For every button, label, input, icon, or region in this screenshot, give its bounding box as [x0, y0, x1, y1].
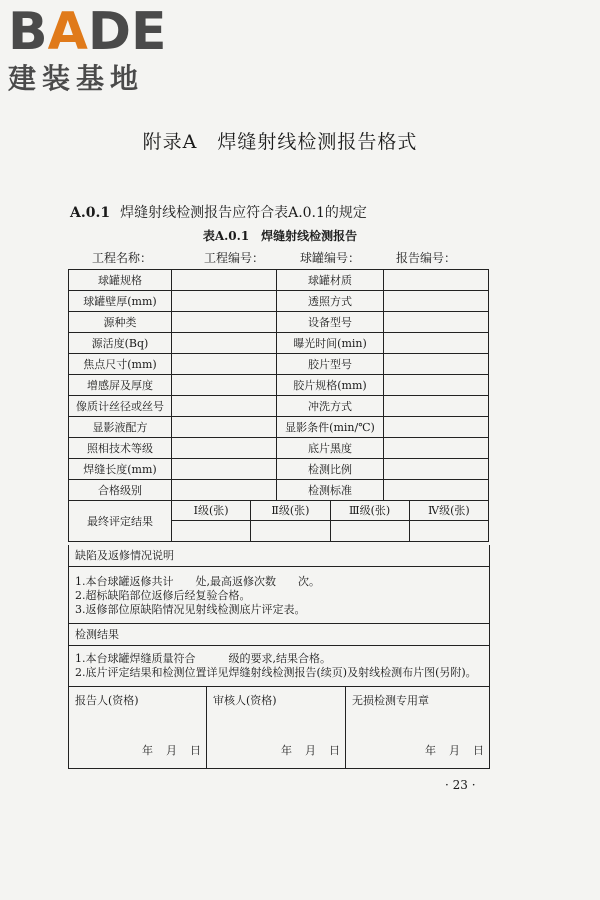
final-evaluation-row: [69, 501, 489, 542]
row-label-left: 显影液配方: [69, 417, 172, 438]
grade-3-label: Ⅲ级(张): [331, 501, 409, 521]
final-evaluation-label: 最终评定结果: [69, 501, 172, 542]
reporter-date: 年 月 日: [142, 744, 202, 757]
clause-number: A.0.1: [70, 205, 111, 221]
row-value-left: [172, 396, 277, 417]
defects-section: [68, 545, 490, 624]
logo: [8, 2, 167, 96]
table-row: [69, 312, 489, 333]
row-label-right: 检测标准: [277, 480, 384, 501]
row-label-left: 源活度(Bq): [69, 333, 172, 354]
row-value-left: [172, 312, 277, 333]
row-value-right: [384, 333, 489, 354]
grade-4-label: Ⅳ级(张): [410, 501, 488, 521]
row-label-right: 球罐材质: [277, 270, 384, 291]
row-value-right: [384, 270, 489, 291]
project-name-label: 工程名称：: [92, 251, 153, 265]
row-value-right: [384, 480, 489, 501]
table-row: [69, 438, 489, 459]
tank-no-label: 球罐编号：: [300, 251, 361, 265]
row-label-right: 曝光时间(min): [277, 333, 384, 354]
clause: [70, 202, 367, 222]
table-title: 表A.0.1 焊缝射线检测报告: [202, 229, 358, 243]
grade-2-label: Ⅱ级(张): [251, 501, 329, 521]
row-label-left: 球罐壁厚(mm): [69, 291, 172, 312]
row-value-right: [384, 291, 489, 312]
row-label-right: 胶片规格(mm): [277, 375, 384, 396]
row-label-right: 设备型号: [277, 312, 384, 333]
row-value-right: [384, 354, 489, 375]
row-label-right: 检测比例: [277, 459, 384, 480]
row-label-right: 冲洗方式: [277, 396, 384, 417]
row-label-left: 源种类: [69, 312, 172, 333]
results-heading: 检测结果: [69, 624, 489, 646]
reviewer-label: 审核人(资格): [213, 694, 277, 707]
table-row: [69, 480, 489, 501]
row-label-left: 焊缝长度(mm): [69, 459, 172, 480]
results-section: [68, 624, 490, 687]
row-value-left: [172, 270, 277, 291]
clause-text: 焊缝射线检测报告应符合表A.0.1的规定: [120, 205, 367, 221]
row-label-right: 透照方式: [277, 291, 384, 312]
report-no-label: 报告编号：: [396, 251, 457, 265]
row-value-right: [384, 438, 489, 459]
row-label-right: 显影条件(min/℃): [277, 417, 384, 438]
row-value-right: [384, 396, 489, 417]
logo-subtitle: 建装基地: [8, 62, 145, 95]
defects-line: 1.本台球罐返修共计 处,最高返修次数 次。: [75, 575, 320, 588]
row-label-right: 底片黑度: [277, 438, 384, 459]
table-row: [69, 396, 489, 417]
table-row: [69, 270, 489, 291]
row-label-left: 球罐规格: [69, 270, 172, 291]
row-value-right: [384, 459, 489, 480]
row-value-left: [172, 291, 277, 312]
table-row: [69, 291, 489, 312]
results-line: 2.底片评定结果和检测位置详见焊缝射线检测报告(续页)及射线检测布片图(另附)。: [75, 666, 477, 679]
row-label-left: 照相技术等级: [69, 438, 172, 459]
row-value-left: [172, 480, 277, 501]
row-value-left: [172, 354, 277, 375]
row-value-right: [384, 417, 489, 438]
row-label-left: 合格级别: [69, 480, 172, 501]
signature-row: [68, 686, 490, 769]
row-value-right: [384, 375, 489, 396]
row-value-left: [172, 375, 277, 396]
logo-wordmark: BADE: [8, 2, 167, 62]
reviewer-cell: [207, 686, 346, 768]
reviewer-date: 年 月 日: [281, 744, 341, 757]
defects-line: 2.超标缺陷部位返修后经复验合格。: [75, 589, 251, 602]
reporter-label: 报告人(资格): [75, 694, 139, 707]
defects-heading: 缺陷及返修情况说明: [69, 545, 489, 567]
report-table: [68, 269, 489, 542]
seal-label: 无损检测专用章: [352, 694, 429, 707]
table-row: [69, 417, 489, 438]
row-value-right: [384, 312, 489, 333]
table-row: [69, 354, 489, 375]
row-value-left: [172, 333, 277, 354]
project-no-label: 工程编号：: [204, 251, 265, 265]
table-row: [69, 333, 489, 354]
results-line: 1.本台球罐焊缝质量符合 级的要求,结果合格。: [75, 652, 331, 665]
row-value-left: [172, 417, 277, 438]
grade-1-label: Ⅰ级(张): [172, 501, 250, 521]
defects-line: 3.返修部位原缺陷情况见射线检测底片评定表。: [75, 603, 306, 616]
page-number: · 23 ·: [445, 778, 476, 792]
appendix-title: 附录A 焊缝射线检测报告格式: [142, 131, 418, 153]
row-value-left: [172, 459, 277, 480]
row-label-left: 焦点尺寸(mm): [69, 354, 172, 375]
row-label-left: 像质计丝径或丝号: [69, 396, 172, 417]
seal-date: 年 月 日: [425, 744, 485, 757]
row-value-left: [172, 438, 277, 459]
row-label-right: 胶片型号: [277, 354, 384, 375]
row-label-left: 增感屏及厚度: [69, 375, 172, 396]
table-row: [69, 459, 489, 480]
seal-cell: [346, 686, 489, 768]
reporter-cell: [69, 686, 207, 768]
table-row: [69, 375, 489, 396]
